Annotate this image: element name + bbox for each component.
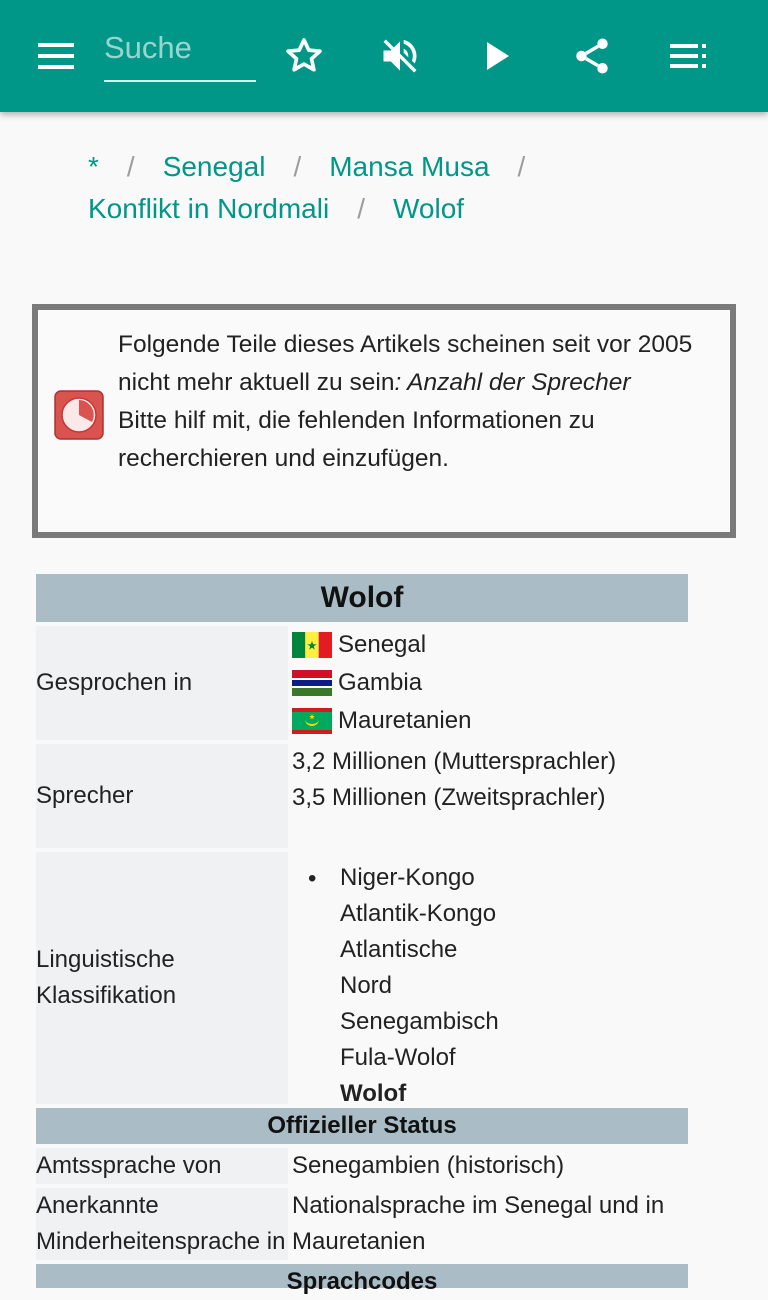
notice-line-2: Bitte hilf mit, die fehlenden Informationen zu recherchieren und einzufügen. bbox=[118, 407, 595, 472]
classification-item[interactable]: Atlantik-Kongo bbox=[340, 900, 497, 927]
notice-line-1: Folgende Teile dieses Artikels scheinen seit vor 2005 nicht mehr aktuell zu sein bbox=[118, 331, 693, 396]
mauritania-flag-icon bbox=[292, 708, 332, 734]
speakers-native: 3,2 Millionen (Muttersprachler) bbox=[292, 748, 617, 775]
app-toolbar bbox=[0, 0, 768, 112]
breadcrumb-item-root[interactable]: * bbox=[88, 151, 99, 182]
classification-item-current: Wolof bbox=[340, 1080, 407, 1107]
infobox-row-spoken bbox=[36, 626, 688, 740]
breadcrumb-separator: / bbox=[293, 151, 302, 182]
official-value[interactable]: Senegambien (historisch) bbox=[292, 1152, 565, 1179]
official-label: Amtssprache von bbox=[36, 1148, 288, 1184]
star-icon bbox=[282, 34, 326, 78]
minority-value: Nationalsprache im Senegal und in Mauretanien bbox=[292, 1192, 665, 1255]
play-icon bbox=[483, 39, 513, 73]
senegal-flag-icon bbox=[292, 632, 332, 658]
country-name[interactable]: Mauretanien bbox=[338, 707, 472, 734]
infobox-title: Wolof bbox=[36, 574, 688, 622]
bullet-icon: • bbox=[308, 865, 317, 892]
classification-item[interactable]: Senegambisch bbox=[340, 1008, 499, 1035]
play-button[interactable] bbox=[470, 28, 526, 84]
notice-text bbox=[118, 326, 718, 478]
official-status-header: Offizieller Status bbox=[36, 1108, 688, 1144]
notice-colon: : bbox=[394, 369, 402, 396]
spoken-label: Gesprochen in bbox=[36, 626, 288, 740]
search-input[interactable] bbox=[104, 24, 256, 72]
country-senegal bbox=[292, 626, 688, 664]
country-gambia bbox=[292, 664, 688, 702]
breadcrumb-item-senegal[interactable]: Senegal bbox=[162, 151, 266, 182]
speakers-second: 3,5 Millionen (Zweitsprachler) bbox=[292, 784, 606, 811]
volume-off-icon bbox=[378, 34, 422, 78]
classification-list bbox=[288, 852, 688, 1107]
infobox-row-speakers bbox=[36, 744, 688, 848]
playlist-icon bbox=[668, 42, 708, 70]
language-infobox bbox=[36, 574, 688, 1295]
breadcrumb-separator: / bbox=[126, 151, 135, 182]
classification-item[interactable]: Atlantische bbox=[340, 936, 458, 963]
classification-item[interactable]: Niger-Kongo bbox=[340, 864, 475, 891]
classification-label: Linguistische Klassifikation bbox=[36, 852, 288, 1104]
breadcrumb-item-konflikt[interactable]: Konflikt in Nordmali bbox=[88, 193, 330, 224]
clock-icon bbox=[54, 390, 104, 440]
outdated-notice bbox=[32, 304, 736, 538]
breadcrumb-item-mansa-musa[interactable]: Mansa Musa bbox=[329, 151, 490, 182]
spoken-value bbox=[288, 626, 688, 740]
classification-item[interactable]: Fula-Wolof bbox=[340, 1044, 456, 1071]
country-name[interactable]: Senegal bbox=[338, 631, 427, 658]
minority-label: Anerkannte Minderheitensprache in bbox=[36, 1188, 288, 1260]
country-name[interactable]: Gambia bbox=[338, 669, 423, 696]
infobox-row-classification bbox=[36, 852, 688, 1107]
share-button[interactable] bbox=[564, 28, 620, 84]
menu-button[interactable] bbox=[28, 28, 84, 84]
breadcrumb bbox=[88, 146, 728, 230]
speakers-value bbox=[288, 744, 688, 848]
menu-icon bbox=[36, 41, 76, 71]
country-mauritania bbox=[292, 702, 688, 740]
bookmark-button[interactable] bbox=[276, 28, 332, 84]
infobox-row-official bbox=[36, 1148, 688, 1184]
search-field[interactable] bbox=[104, 24, 256, 82]
contents-button[interactable] bbox=[660, 28, 716, 84]
breadcrumb-separator: / bbox=[517, 151, 526, 182]
infobox-row-minority bbox=[36, 1188, 688, 1260]
mute-button[interactable] bbox=[372, 28, 428, 84]
share-icon bbox=[571, 34, 613, 78]
breadcrumb-item-wolof[interactable]: Wolof bbox=[392, 193, 465, 224]
gambia-flag-icon bbox=[292, 670, 332, 696]
speakers-label: Sprecher bbox=[36, 744, 288, 848]
classification-item[interactable]: Nord bbox=[340, 972, 393, 999]
language-codes-header: Sprachcodes bbox=[36, 1264, 688, 1288]
notice-missing-item: Anzahl der Sprecher bbox=[401, 369, 631, 396]
breadcrumb-separator: / bbox=[357, 193, 365, 224]
